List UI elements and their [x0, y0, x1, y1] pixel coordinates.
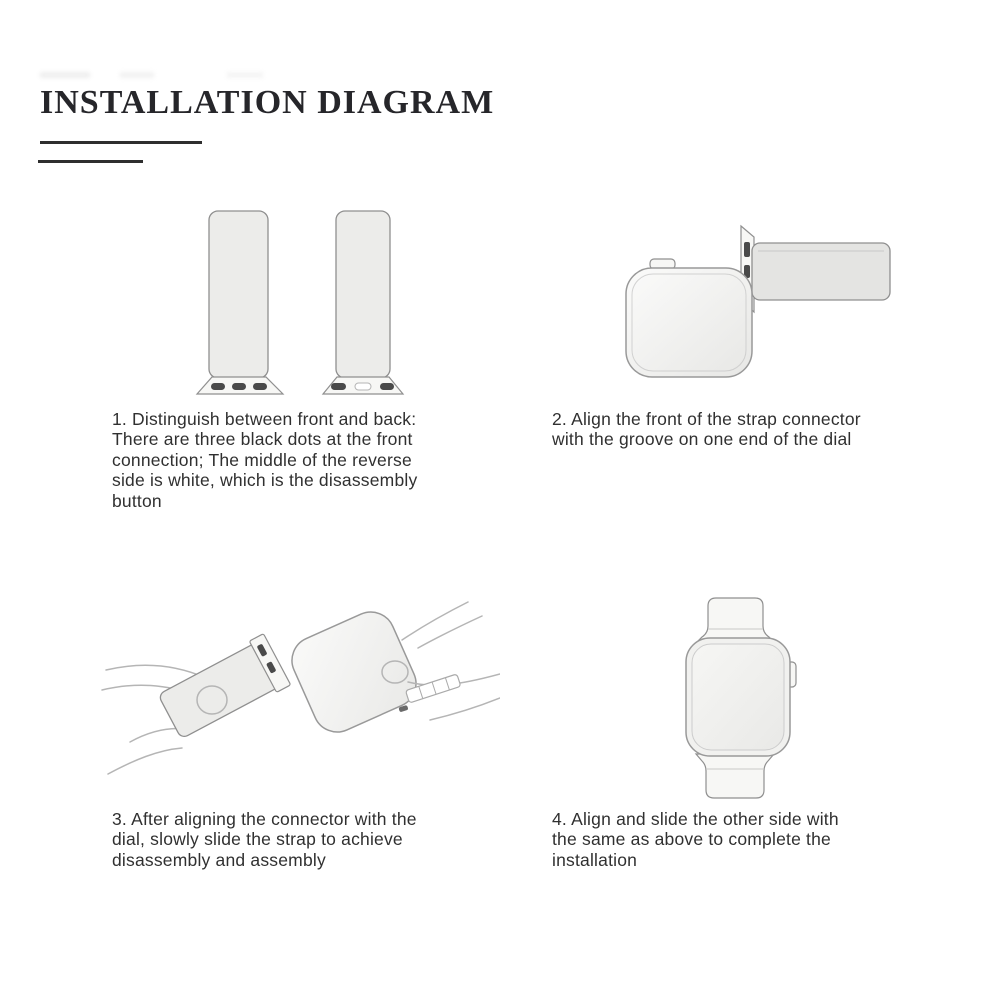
- completed-watch-illustration: [650, 592, 810, 807]
- print-artifact: [120, 72, 154, 78]
- caption-step-3: [112, 809, 417, 870]
- back-dot-left: [331, 383, 346, 390]
- caption-line: with the groove on one end of the dial: [552, 429, 852, 450]
- watch-dial-illustration: [626, 259, 752, 377]
- front-dot-3: [253, 383, 267, 390]
- strap-front-illustration: [197, 211, 283, 394]
- title-underline-secondary: [38, 160, 143, 163]
- page-title: INSTALLATION DIAGRAM: [40, 84, 495, 121]
- caption-line: dial, slowly slide the strap to achieve: [112, 829, 403, 850]
- caption-line: 3. After aligning the connector with the: [112, 809, 417, 829]
- caption-line: There are three black dots at the front: [112, 429, 413, 450]
- caption-line: the same as above to complete the: [552, 829, 831, 850]
- caption-line: side is white, which is the disassembly: [112, 470, 418, 491]
- front-dot-1: [211, 383, 225, 390]
- caption-step-4: [552, 809, 839, 870]
- top-strap-illustration: [698, 598, 773, 641]
- print-artifact: [227, 72, 263, 78]
- front-dot-2: [232, 383, 246, 390]
- caption-line: connection; The middle of the reverse: [112, 449, 412, 470]
- watch-screen-illustration: [692, 644, 784, 750]
- watch-body-illustration: [686, 638, 790, 756]
- caption-line: 4. Align and slide the other side with: [552, 809, 839, 829]
- strap-front-back-illustration: [140, 200, 470, 400]
- sliding-hands-illustration: [100, 578, 500, 793]
- caption-line: disassembly and assembly: [112, 849, 326, 870]
- watch-dial-illustration: [284, 604, 423, 739]
- print-artifact: [40, 72, 90, 78]
- strap-band-illustration: [752, 243, 890, 300]
- strap-back-illustration: [323, 211, 403, 394]
- align-connector-illustration: [600, 218, 920, 393]
- caption-line: installation: [552, 849, 638, 870]
- back-dot-right: [380, 383, 394, 390]
- caption-step-1: [112, 409, 417, 511]
- disassembly-button: [355, 383, 371, 390]
- title-underline-primary: [40, 141, 202, 144]
- strap-illustration: [158, 634, 291, 739]
- bottom-strap-illustration: [696, 754, 774, 798]
- caption-line: button: [112, 490, 162, 511]
- strap-connector-illustration: [741, 226, 890, 312]
- caption-line: 1. Distinguish between front and back:: [112, 409, 417, 429]
- caption-step-2: [552, 409, 861, 450]
- caption-line: 2. Align the front of the strap connector: [552, 409, 861, 429]
